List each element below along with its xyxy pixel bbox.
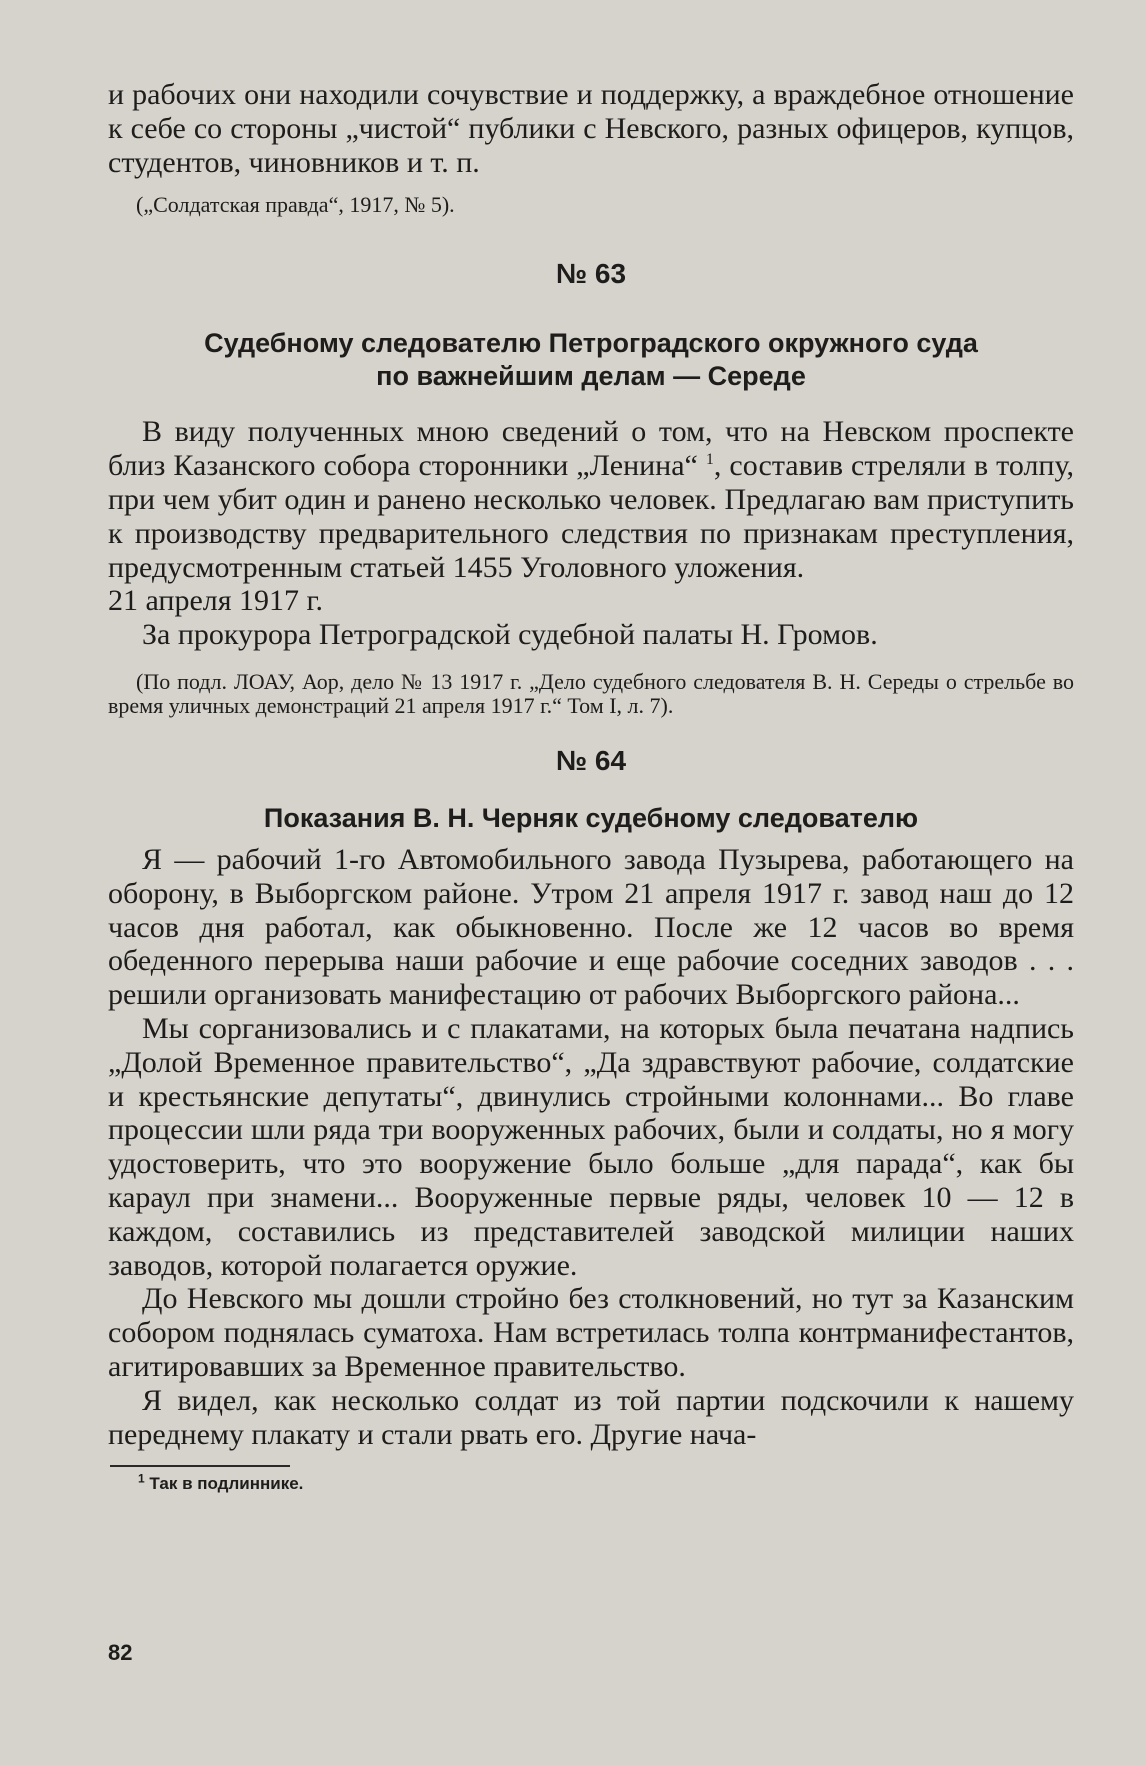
document-number-63: № 63	[555, 258, 627, 290]
footnote-reference: 1	[705, 451, 714, 469]
document-title-64: Показания В. Н. Черняк судебному следователю	[263, 802, 919, 833]
doc63-paragraph	[108, 415, 1074, 584]
continuation-paragraph: и рабочих они находили сочувствие и поддержку, а враждебное отношение к себе со стороны „чистой“ публики с Невского, разных офицеров, купцов, студентов, чиновников и т. п.	[108, 78, 1074, 179]
doc63-source: (По подл. ЛОАУ, Аор, дело № 13 1917 г. „Дело судебного следователя В. Н. Середы о стрельбе во время уличных демонстраций 21 апреля 1917 г.“ Том I, л. 7).	[108, 668, 1074, 718]
footnote-divider	[110, 1465, 290, 1467]
page-text	[108, 78, 1074, 1495]
document-title-63	[108, 327, 1074, 393]
doc64-paragraph-3: До Невского мы дошли стройно без столкновений, но тут за Казанским собором поднялась суматоха. Нам встретилась толпа контрманифестантов, агитировавших за Временное правительство.	[108, 1282, 1074, 1383]
doc64-paragraph-1: Я — рабочий 1-го Автомобильного завода Пузырева, работающего на оборону, в Выборгском районе. Утром 21 апреля 1917 г. завод наш до 12 часов дня работал, как обыкновенно. После же 12 часов во время обеденного перерыва наши рабочие и еще рабочие соседних заводов . . . решили организовать манифестацию от рабочих Выборгского района...	[108, 842, 1074, 1012]
doc64-paragraph-4: Я видел, как несколько солдат из той партии подскочили к нашему переднему плакату и стали рвать его. Другие нача-	[108, 1383, 1074, 1451]
doc63-signature: За прокурора Петроградской судебной палаты Н. Громов.	[142, 618, 878, 652]
doc63-date: 21 апреля 1917 г.	[108, 584, 323, 618]
footnote	[138, 1473, 1074, 1495]
doc63-text-after: , составив стреляли в толпу, при чем убит один и ранено несколько человек. Предлагаю вам приступить к производству предварительного следствия по признакам преступления, предусмотренным статьей 1455 Уголовного уложения.	[108, 449, 1074, 584]
footnote-mark: 1	[138, 1471, 145, 1486]
continuation-source: („Солдатская правда“, 1917, № 5).	[136, 192, 455, 218]
document-number-64: № 64	[555, 744, 627, 776]
document-title-63-line1: Судебному следователю Петроградского окружного суда	[204, 328, 978, 359]
doc64-paragraph-2: Мы сорганизовались и с плакатами, на которых была печатана надпись „Долой Временное правительство“, „Да здравствуют рабочие, солдатские и крестьянские депутаты“, двинулись стройными колоннами... Во главе процессии шли ряда три вооруженных рабочих, были и солдаты, но я могу удостоверить, что это вооружение было больше „для парада“, как бы караул при знамени... Вооруженные первые ряды, человек 10 — 12 в каждом, составились из представителей заводской милиции наших заводов, которой полагается оружие.	[108, 1011, 1074, 1282]
footnote-text: Так в подлиннике.	[149, 1474, 304, 1494]
doc63-text-before: В виду полученных мною сведений о том, что на Невском проспекте близ Казанского собора сторонники „Ленина“	[108, 415, 1074, 483]
page-number: 82	[108, 1640, 133, 1665]
document-title-63-line2: по важнейшим делам — Середе	[376, 361, 806, 392]
